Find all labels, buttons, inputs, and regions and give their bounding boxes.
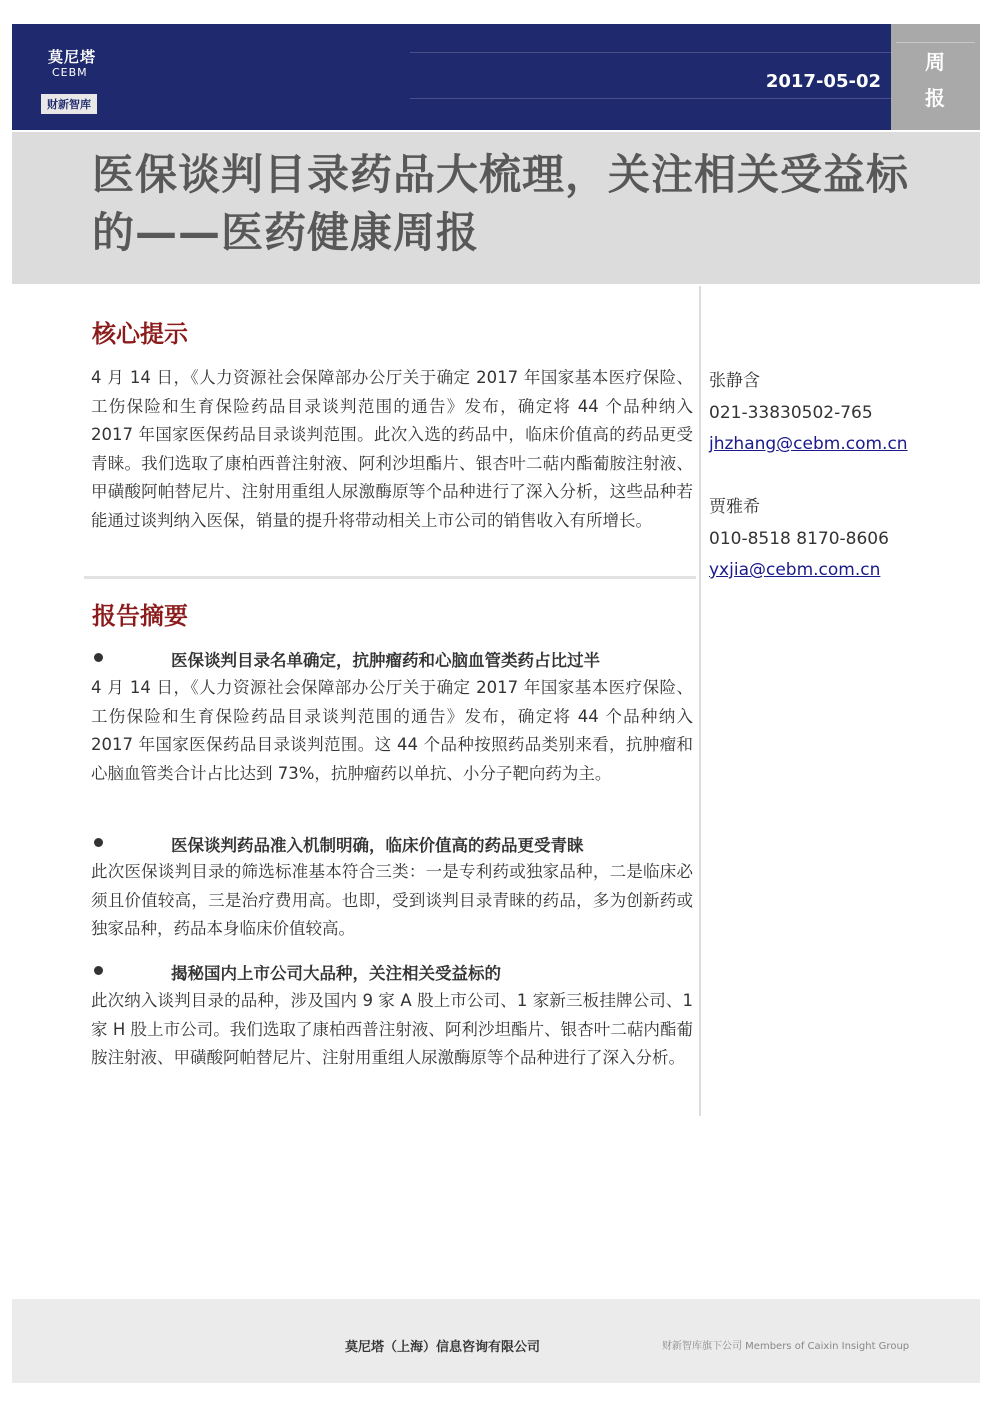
analyst-email-link[interactable]: yxjia@cebm.com.cn — [709, 560, 881, 580]
summary-bullet-title: 医保谈判药品准入机制明确，临床价值高的药品更受青睐 — [171, 836, 584, 855]
summary-bullet-text: 4 月 14 日，《人力资源社会保障部办公厅关于确定 2017 年国家基本医疗保险、工伤保险和生育保险药品目录谈判范围的通告》发布，确定将 44 个品种纳入 2017 年国家医保药品目录谈判范围。这 44 个品种按照药品类别来看，抗肿瘤和心脑血管类合计占比达到 73%，抗肿瘤药以单抗、小分子靶向药为主。 — [91, 678, 693, 783]
title-band — [12, 132, 980, 284]
page-footer — [12, 1299, 980, 1383]
logo-english: CEBM — [52, 66, 88, 79]
core-tips-heading: 核心提示 — [92, 320, 188, 348]
summary-bullet-text: 此次纳入谈判目录的品种，涉及国内 9 家 A 股上市公司、1 家新三板挂牌公司、1 家 H 股上市公司。我们选取了康柏西普注射液、阿利沙坦酯片、银杏叶二萜内酯葡胺注射液、甲磺酸阿帕替尼片、注射用重组人尿激酶原等个品种进行了深入分析。 — [91, 991, 693, 1067]
footer-group-note: 财新智库旗下公司 Members of Caixin Insight Group — [662, 1341, 910, 1352]
summary-bullet-text: 此次医保谈判目录的筛选标准基本符合三类：一是专利药或独家品种，二是临床必须且价值较高，三是治疗费用高。也即，受到谈判目录青睐的药品，多为创新药或独家品种，药品本身临床价值较高。 — [91, 862, 693, 938]
analyst-card — [709, 492, 889, 587]
report-type-rule — [896, 42, 975, 43]
summary-bullet-title: 医保谈判目录名单确定，抗肿瘤药和心脑血管类药占比过半 — [171, 651, 600, 670]
report-header — [12, 24, 891, 130]
analyst-email-link[interactable]: jhzhang@cebm.com.cn — [709, 434, 908, 454]
footer-company-name: 莫尼塔（上海）信息咨询有限公司 — [345, 1340, 541, 1355]
core-tips-text: 4 月 14 日，《人力资源社会保障部办公厅关于确定 2017 年国家基本医疗保险、工伤保险和生育保险药品目录谈判范围的通告》发布，确定将 44 个品种纳入 2017 年国家医保药品目录谈判范围。此次入选的药品中，临床价值高的药品更受青睐。我们选取了康柏西普注射液、阿利沙坦酯片、银杏叶二萜内酯葡胺注射液、甲磺酸阿帕替尼片、注射用重组人尿激酶原等个品种进行了深入分析，这些品种若能通过谈判纳入医保，销量的提升将带动相关上市公司的销售收入有所增长。 — [91, 368, 693, 530]
summary-bullet-title: 揭秘国内上市公司大品种，关注相关受益标的 — [171, 964, 501, 983]
analyst-name: 贾雅希 — [709, 497, 760, 517]
bullet-dot-icon — [94, 838, 103, 847]
column-divider — [699, 286, 701, 1116]
bullet-dot-icon — [94, 653, 103, 662]
section-divider — [84, 576, 696, 579]
summary-bullet — [91, 832, 693, 860]
analyst-phone: 021-33830502-765 — [709, 402, 873, 423]
summary-bullet — [91, 647, 693, 675]
report-type-label: 周报 — [925, 50, 945, 110]
analyst-card — [709, 366, 908, 461]
summary-heading: 报告摘要 — [92, 602, 188, 630]
analyst-phone: 010-8518 8170-8606 — [709, 528, 889, 549]
summary-bullet — [91, 960, 693, 988]
bullet-dot-icon — [94, 966, 103, 975]
report-type-box — [891, 24, 980, 130]
header-rule-top — [410, 52, 891, 53]
logo-caixin-badge: 财新智库 — [41, 94, 97, 114]
header-rule-bottom — [410, 98, 891, 99]
analyst-name: 张静含 — [709, 371, 760, 391]
report-title: 医保谈判目录药品大梳理，关注相关受益标的——医药健康周报 — [92, 150, 910, 257]
logo-chinese: 莫尼塔 — [48, 48, 97, 66]
report-date: 2017-05-02 — [765, 71, 881, 92]
